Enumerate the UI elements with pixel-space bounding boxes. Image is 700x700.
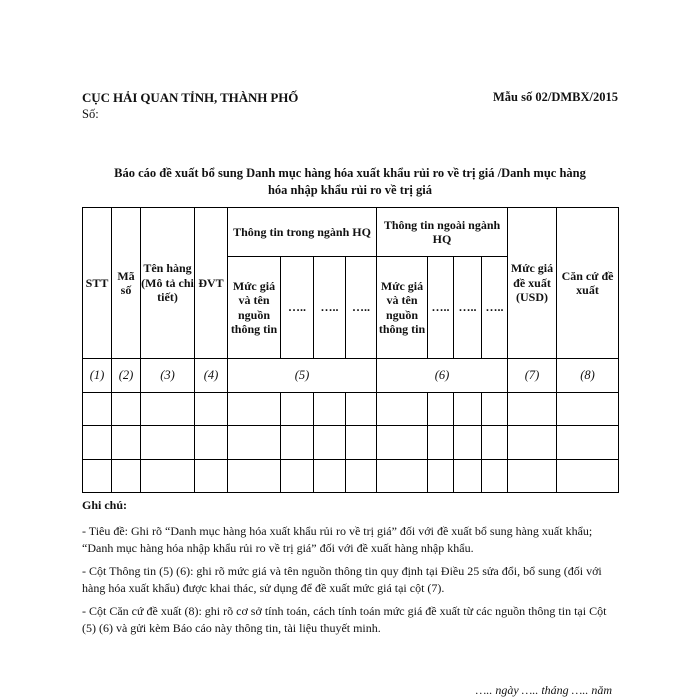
document-number-label: Số: [82, 107, 99, 121]
column-number-1: (1) [83, 359, 112, 393]
subheader-trong-dots-3: ….. [346, 257, 377, 359]
column-number-6: (6) [377, 359, 508, 393]
header-stt: STT [83, 208, 112, 359]
date-line: ….. ngày ….. tháng ….. năm [475, 683, 612, 697]
subheader-ngoai-dots-2: ….. [454, 257, 482, 359]
notes-section [82, 497, 622, 643]
table-row [83, 426, 619, 460]
subheader-trong-dots-2: ….. [314, 257, 346, 359]
header-ten-hang: Tên hàng (Mô tả chi tiết) [141, 208, 195, 359]
agency-name: CỤC HẢI QUAN TỈNH, THÀNH PHỐ [82, 90, 299, 105]
proposal-table [82, 207, 619, 493]
notes-heading: Ghi chú: [82, 498, 128, 512]
subheader-ngoai-dots-3: ….. [482, 257, 508, 359]
header-can-cu-de-xuat: Căn cứ đề xuất [557, 208, 619, 359]
report-title [88, 165, 612, 199]
note-item-title: - Tiêu đề: Ghi rõ “Danh mục hàng hóa xuất khẩu rủi ro về trị giá” đối với đề xuất bổ sung hàng xuất khẩu; “Danh mục hàng hóa nhập khẩu rủi ro về trị giá” đối với đề xuất hàng nhập khẩu. [82, 524, 593, 555]
report-title-line-2: hóa nhập khẩu rủi ro về trị giá [267, 183, 433, 197]
report-title-line-1: Báo cáo đề xuất bổ sung Danh mục hàng hóa xuất khẩu rủi ro về trị giá /Danh mục hàng [114, 166, 586, 180]
header-thong-tin-ngoai-nganh: Thông tin ngoài ngành HQ [377, 208, 508, 257]
subheader-ngoai-dots-1: ….. [428, 257, 454, 359]
column-number-4: (4) [195, 359, 228, 393]
table-row [83, 460, 619, 493]
subheader-trong-muc-gia: Mức giá và tên nguồn thông tin [228, 257, 281, 359]
subheader-trong-dots-1: ….. [281, 257, 314, 359]
column-number-2: (2) [112, 359, 141, 393]
note-item-columns-5-6: - Cột Thông tin (5) (6): ghi rõ mức giá và tên nguồn thông tin quy định tại Điều 25 sửa đổi, bổ sung (đối với hàng hóa xuất khẩu) được khai thác, sử dụng để đề xuất mức giá tại cột (7). [82, 564, 602, 595]
header-muc-gia-de-xuat: Mức giá đề xuất (USD) [508, 208, 557, 359]
column-number-5: (5) [228, 359, 377, 393]
note-item-column-8: - Cột Căn cứ đề xuất (8): ghi rõ cơ sở tính toán, cách tính toán mức giá đề xuất từ các nguồn thông tin tại Cột (5) (6) và gửi kèm Báo cáo này thông tin, tài liệu thuyết minh. [82, 604, 607, 635]
header-dvt: ĐVT [195, 208, 228, 359]
header-thong-tin-trong-nganh: Thông tin trong ngành HQ [228, 208, 377, 257]
table-row [83, 393, 619, 426]
column-number-3: (3) [141, 359, 195, 393]
form-code: Mẫu số 02/DMBX/2015 [493, 90, 618, 104]
column-number-8: (8) [557, 359, 619, 393]
subheader-ngoai-muc-gia: Mức giá và tên nguồn thông tin [377, 257, 428, 359]
header-ma-so: Mã số [112, 208, 141, 359]
column-number-7: (7) [508, 359, 557, 393]
